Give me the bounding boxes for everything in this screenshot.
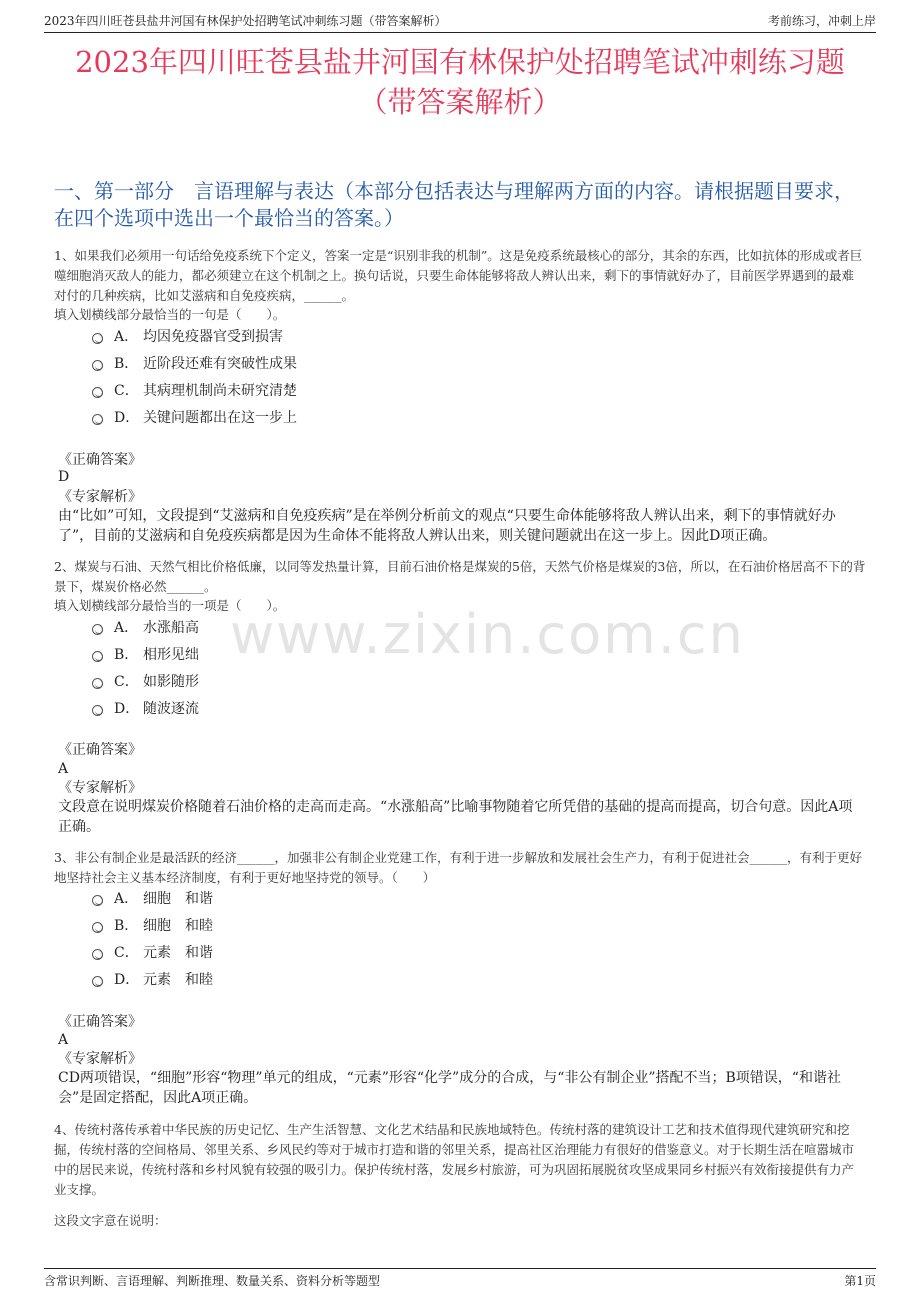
answer-label: 《正确答案》 [58,742,142,758]
option-key: B． [114,356,139,372]
option-text: 如影随形 [143,674,199,690]
title-line-2: （带答案解析） [358,85,562,119]
option-text: 细胞 和谐 [143,891,213,907]
radio-button-icon[interactable] [92,651,103,662]
option-text: 水涨船高 [143,620,199,636]
option-key: A． [114,620,139,636]
radio-button-icon[interactable] [92,414,103,425]
option-key: A． [114,329,139,345]
radio-button-icon[interactable] [92,922,103,933]
option-key: D． [114,972,140,988]
section-heading: 一、第一部分 言语理解与表达（本部分包括表达与理解两方面的内容。请根据题目要求，在四个选项中选出一个最恰当的答案。） [54,179,854,230]
question-3-stem: 3、非公有制企业是最活跃的经济______，加强非公有制企业党建工作，有利于进一步解放和发展社会生产力，有利于促进社会______，有利于更好地坚持社会主义基本经济制度，有利于更好地坚持党的领导。（ ） [54,850,862,885]
option-key: D． [114,410,140,426]
option-key: C． [114,674,139,690]
radio-button-icon[interactable] [92,976,103,987]
page-number: 第1页 [844,1274,876,1288]
expert-label: 《专家解析》 [58,780,142,796]
page-footer [44,1268,876,1288]
option-key: A． [114,891,139,907]
radio-button-icon[interactable] [92,705,103,716]
question-1-prompt: 填入划横线部分最恰当的一句是（ ）。 [54,307,286,322]
answer-label: 《正确答案》 [58,452,142,468]
option-key: C． [114,383,139,399]
option-key: B． [114,918,139,934]
question-4-stem: 4、传统村落传承着中华民族的历史记忆、生产生活智慧、文化艺术结晶和民族地域特色。传统村落的建筑设计工艺和技术值得现代建筑研究和挖掘，传统村落的空间格局、邻里关系、乡风民约等对于城市打造和谐的邻里关系，提高社区治理能力有很好的借鉴意义。对于长期生活在喧嚣城市中的居民来说，传统村落和乡村风貌有较强的吸引力。保护传统村落，发展乡村旅游，可为巩固拓展脱贫攻坚成果同乡村振兴有效衔接提供有力产业支撑。 [54,1122,855,1197]
radio-button-icon[interactable] [92,360,103,371]
question-2-prompt: 填入划横线部分最恰当的一项是（ ）。 [54,598,286,613]
option-text: 均因免疫器官受到损害 [143,329,283,345]
question-2-explanation: 文段意在说明煤炭价格随着石油价格的走高而走高。“水涨船高”比喻事物随着它所凭借的基础的提高而提高，切合句意。因此A项正确。 [58,799,853,835]
page-title [0,42,920,122]
option-text: 元素 和睦 [143,972,213,988]
radio-button-icon[interactable] [92,387,103,398]
option-text: 关键问题都出在这一步上 [143,410,297,426]
expert-label: 《专家解析》 [58,1051,142,1067]
option-text: 元素 和谐 [143,945,213,961]
page-header [44,10,876,33]
footer-note: 含常识判断、言语理解、判断推理、数量关系、资料分析等题型 [44,1274,381,1288]
header-slogan: 考前练习，冲刺上岸 [767,14,876,28]
option-key: D． [114,701,140,717]
question-2-answer: A [58,761,69,777]
question-1-stem: 1、如果我们必须用一句话给免疫系统下个定义，答案一定是“识别非我的机制”。这是免疫系统最核心的部分，其余的东西，比如抗体的形成或者巨噬细胞消灭敌人的能力，都必须建立在这个机制之上。换句话说，只要生命体能够将敌人辨认出来，剩下的事情就好办了，目前医学界遇到的最难对付的几种疾病，比如艾滋病和自免疫疾病，______。 [54,248,863,303]
expert-label: 《专家解析》 [58,489,142,505]
option-text: 其病理机制尚未研究清楚 [143,383,297,399]
option-text: 随波逐流 [143,701,199,717]
header-title: 2023年四川旺苍县盐井河国有林保护处招聘笔试冲刺练习题（带答案解析） [44,14,447,28]
watermark: www.zixin.com.cn [230,603,745,666]
answer-label: 《正确答案》 [58,1014,142,1030]
title-line-1: 2023年四川旺苍县盐井河国有林保护处招聘笔试冲刺练习题 [75,45,845,79]
radio-button-icon[interactable] [92,895,103,906]
question-4-prompt: 这段文字意在说明： [54,1213,167,1228]
question-3-answer: A [58,1032,69,1048]
option-key: B． [114,647,139,663]
radio-button-icon[interactable] [92,949,103,960]
question-3-explanation: CD两项错误，“细胞”形容“物理”单元的组成，“元素”形容“化学”成分的合成，与“非公有制企业”搭配不当；B项错误，“和谐社会”是固定搭配，因此A项正确。 [58,1070,841,1106]
option-text: 相形见绌 [143,647,199,663]
question-1-answer: D [58,469,70,485]
radio-button-icon[interactable] [92,678,103,689]
radio-button-icon[interactable] [92,333,103,344]
question-1-explanation: 由“比如”可知，文段提到“艾滋病和自免疫疾病”是在举例分析前文的观点“只要生命体能够将敌人辨认出来，剩下的事情就好办了”，目前的艾滋病和自免疫疾病都是因为生命体不能将敌人辨认出来，则关键问题就出在这一步上。因此D项正确。 [58,508,836,544]
radio-button-icon[interactable] [92,624,103,635]
option-key: C． [114,945,139,961]
option-text: 细胞 和睦 [143,918,213,934]
question-2-stem: 2、煤炭与石油、天然气相比价格低廉，以同等发热量计算，目前石油价格是煤炭的5倍，天然气价格是煤炭的3倍，所以，在石油价格居高不下的背景下，煤炭价格必然______。 [54,559,866,594]
option-text: 近阶段还难有突破性成果 [143,356,297,372]
